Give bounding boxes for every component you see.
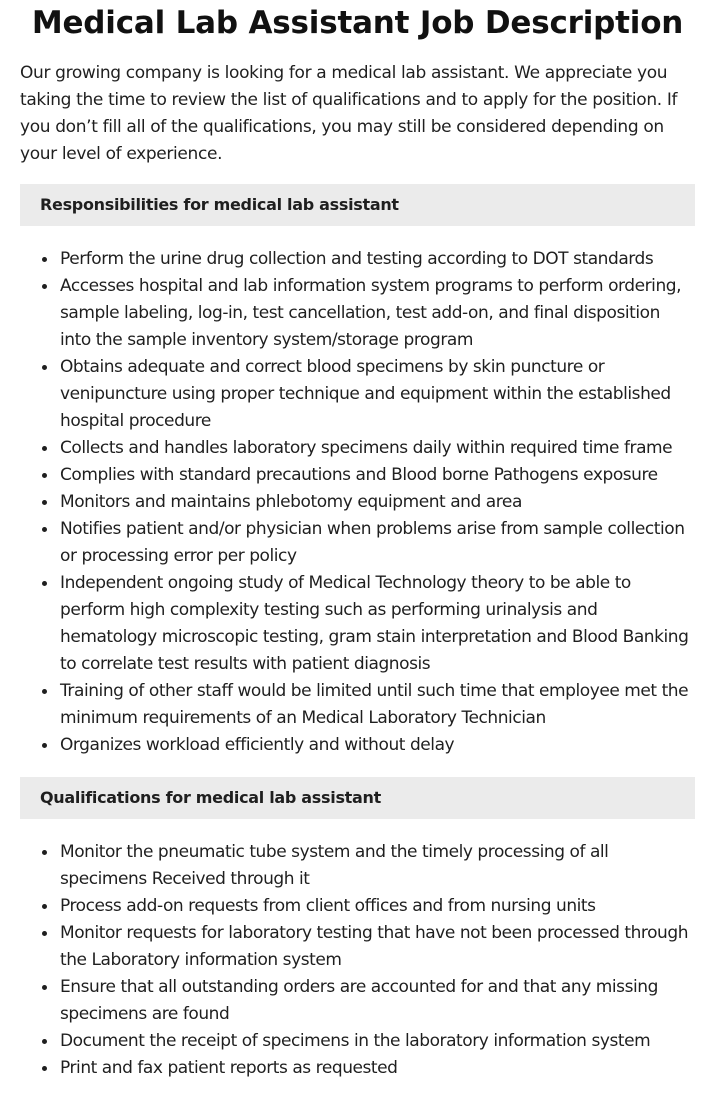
list-item: Organizes workload efficiently and without delay bbox=[60, 732, 695, 759]
intro-paragraph: Our growing company is looking for a medical lab assistant. We appreciate you taking the time to review the list of qualifications and to apply for the position. If you don’t fill all of the qualifications, you may still be considered depending on your level of experience. bbox=[20, 63, 678, 164]
list-item: Document the receipt of specimens in the laboratory information system bbox=[60, 1028, 695, 1055]
list-item: Ensure that all outstanding orders are accounted for and that any missing specimens are found bbox=[60, 974, 695, 1028]
list-item: Independent ongoing study of Medical Technology theory to be able to perform high complexity testing such as performing urinalysis and hematology microscopic testing, gram stain interpretation and Blood Banking to correlate test results with patient diagnosis bbox=[60, 570, 695, 678]
list-item: Notifies patient and/or physician when problems arise from sample collection or processing error per policy bbox=[60, 516, 695, 570]
responsibilities-list bbox=[20, 246, 695, 759]
responsibilities-heading: Responsibilities for medical lab assistant bbox=[20, 184, 695, 226]
qualifications-heading: Qualifications for medical lab assistant bbox=[20, 777, 695, 819]
list-item: Process add-on requests from client offices and from nursing units bbox=[60, 893, 695, 920]
list-item: Monitors and maintains phlebotomy equipment and area bbox=[60, 489, 695, 516]
list-item: Monitor requests for laboratory testing that have not been processed through the Laboratory information system bbox=[60, 920, 695, 974]
list-item: Monitor the pneumatic tube system and the timely processing of all specimens Received through it bbox=[60, 839, 695, 893]
page-title: Medical Lab Assistant Job Description bbox=[31, 5, 684, 41]
list-item: Obtains adequate and correct blood specimens by skin puncture or venipuncture using proper technique and equipment within the established hospital procedure bbox=[60, 354, 695, 435]
list-item: Print and fax patient reports as requested bbox=[60, 1055, 695, 1082]
list-item: Training of other staff would be limited until such time that employee met the minimum requirements of an Medical Laboratory Technician bbox=[60, 678, 695, 732]
qualifications-list bbox=[20, 839, 695, 1082]
list-item: Complies with standard precautions and Blood borne Pathogens exposure bbox=[60, 462, 695, 489]
list-item: Perform the urine drug collection and testing according to DOT standards bbox=[60, 246, 695, 273]
list-item: Accesses hospital and lab information system programs to perform ordering, sample labeling, log-in, test cancellation, test add-on, and final disposition into the sample inventory system/storage program bbox=[60, 273, 695, 354]
list-item: Collects and handles laboratory specimens daily within required time frame bbox=[60, 435, 695, 462]
